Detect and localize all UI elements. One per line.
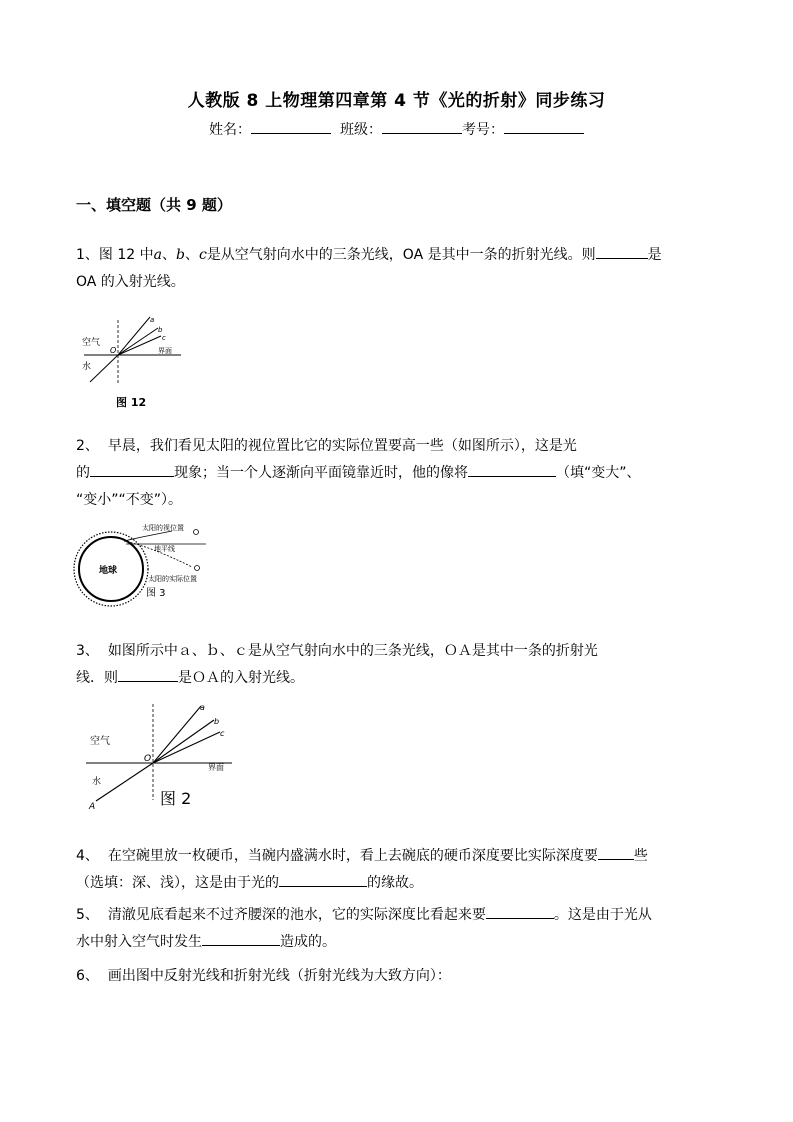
q5-answer-blank-2[interactable]	[202, 930, 280, 946]
label-c: c	[220, 729, 225, 738]
q3-text: 是ＯＡ的入射光线。	[178, 670, 304, 686]
q2-answer-blank-2[interactable]	[468, 461, 556, 477]
class-blank[interactable]	[382, 119, 462, 134]
label-earth: 地球	[99, 566, 118, 576]
label-a: a	[200, 703, 205, 712]
exam-label: 考号：	[461, 122, 504, 138]
q2-text: 早晨，我们看见太阳的视位置比它的实际位置要高一些（如图所示），这是光	[107, 438, 577, 454]
question-6	[76, 963, 726, 990]
question-3	[76, 638, 726, 692]
label-air: 空气	[82, 338, 101, 348]
ray-b	[118, 328, 158, 355]
question-number: 1、	[76, 247, 99, 263]
q5-text: 水中射入空气时发生	[76, 934, 202, 950]
question-1	[76, 242, 726, 296]
q4-answer-blank-1[interactable]	[598, 844, 634, 860]
ray-apparent	[124, 531, 172, 541]
label-water: 水	[92, 777, 102, 787]
sun-actual-icon	[195, 566, 200, 571]
ray-oa	[90, 355, 118, 382]
label-a: a	[150, 316, 155, 324]
q3-text: 线．则	[76, 670, 118, 686]
label-apparent: 太阳的视位置	[142, 524, 184, 532]
label-o: O	[110, 346, 117, 355]
question-number: 3、	[76, 643, 99, 659]
label-b: b	[158, 326, 163, 334]
label-horizon: 地平线	[154, 545, 175, 553]
figure-3	[72, 522, 212, 610]
ray-c	[153, 732, 220, 763]
label-o: O	[144, 754, 152, 764]
label-air: 空气	[90, 736, 110, 747]
label-b: b	[214, 717, 220, 726]
ray-oa	[96, 763, 153, 801]
student-info-line	[0, 119, 793, 139]
name-blank[interactable]	[251, 119, 331, 134]
q1-text: 是	[647, 247, 662, 263]
exam-blank[interactable]	[504, 119, 584, 134]
question-4	[76, 843, 726, 897]
q2-text: 现象；当一个人逐渐向平面镜靠近时，他的像将	[174, 465, 468, 481]
q1-c: c	[198, 247, 207, 263]
question-number: 4、	[76, 848, 99, 864]
label-c: c	[162, 334, 166, 342]
q2-text: 的	[76, 465, 90, 481]
page-title: 人教版 8 上物理第四章第 4 节《光的折射》同步练习	[187, 91, 606, 111]
q5-text: 。这是由于光从	[553, 907, 652, 923]
q1-sep: 、	[184, 247, 199, 263]
q1-text: 图 12 中	[98, 247, 154, 263]
question-number: 2、	[76, 438, 99, 454]
q2-text: “变小”“不变”）。	[76, 492, 183, 508]
q4-text: 些	[633, 848, 648, 864]
q1-text: 是从空气射向水中的三条光线，OA 是其中一条的折射光线。则	[206, 247, 596, 263]
label-water: 水	[82, 362, 92, 372]
q3-text: 如图所示中ａ、ｂ、ｃ是从空气射向水中的三条光线，ＯＡ是其中一条的折射光	[107, 643, 598, 659]
q4-answer-blank-2[interactable]	[279, 871, 367, 887]
q5-text: 清澈见底看起来不过齐腰深的池水，它的实际深度比看起来要	[107, 907, 486, 923]
q1-a: a	[153, 247, 162, 263]
question-5	[76, 902, 726, 956]
sun-apparent-icon	[194, 530, 199, 535]
q3-answer-blank[interactable]	[118, 666, 178, 682]
ray-c	[118, 336, 161, 355]
q1-text: OA 的入射光线。	[76, 274, 185, 290]
q4-text: 的缘故。	[367, 875, 423, 891]
section-heading: 一、填空题（共 9 题）	[76, 196, 232, 214]
figure-caption: 图 3	[146, 588, 166, 599]
q2-answer-blank-1[interactable]	[90, 461, 174, 477]
q5-answer-blank-1[interactable]	[486, 903, 554, 919]
question-number: 5、	[76, 907, 99, 923]
label-A: A	[89, 802, 96, 812]
q5-text: 造成的。	[280, 934, 336, 950]
label-interface: 界面	[158, 347, 172, 355]
q4-text: 在空碗里放一枚硬币，当碗内盛满水时，看上去碗底的硬币深度要比实际深度要	[107, 848, 598, 864]
label-actual: 太阳的实际位置	[148, 575, 197, 583]
figure-2	[80, 700, 240, 812]
question-2	[76, 433, 726, 514]
q2-text: （填“变大”、	[556, 465, 641, 481]
q1-b: b	[176, 247, 185, 263]
q4-text: （选填：深、浅），这是由于光的	[76, 875, 279, 891]
name-label: 姓名：	[209, 122, 252, 138]
figure-caption: 图 12	[116, 396, 147, 409]
class-label: 班级：	[339, 122, 382, 138]
q6-text: 画出图中反射光线和折射光线（折射光线为大致方向）：	[107, 968, 451, 984]
figure-caption: 图 2	[160, 789, 192, 808]
q1-answer-blank[interactable]	[596, 243, 648, 259]
figure-12	[76, 312, 186, 412]
question-number: 6、	[76, 968, 99, 984]
q1-sep: 、	[162, 247, 176, 263]
ray-a	[118, 317, 150, 355]
label-interface: 界面	[208, 763, 224, 772]
